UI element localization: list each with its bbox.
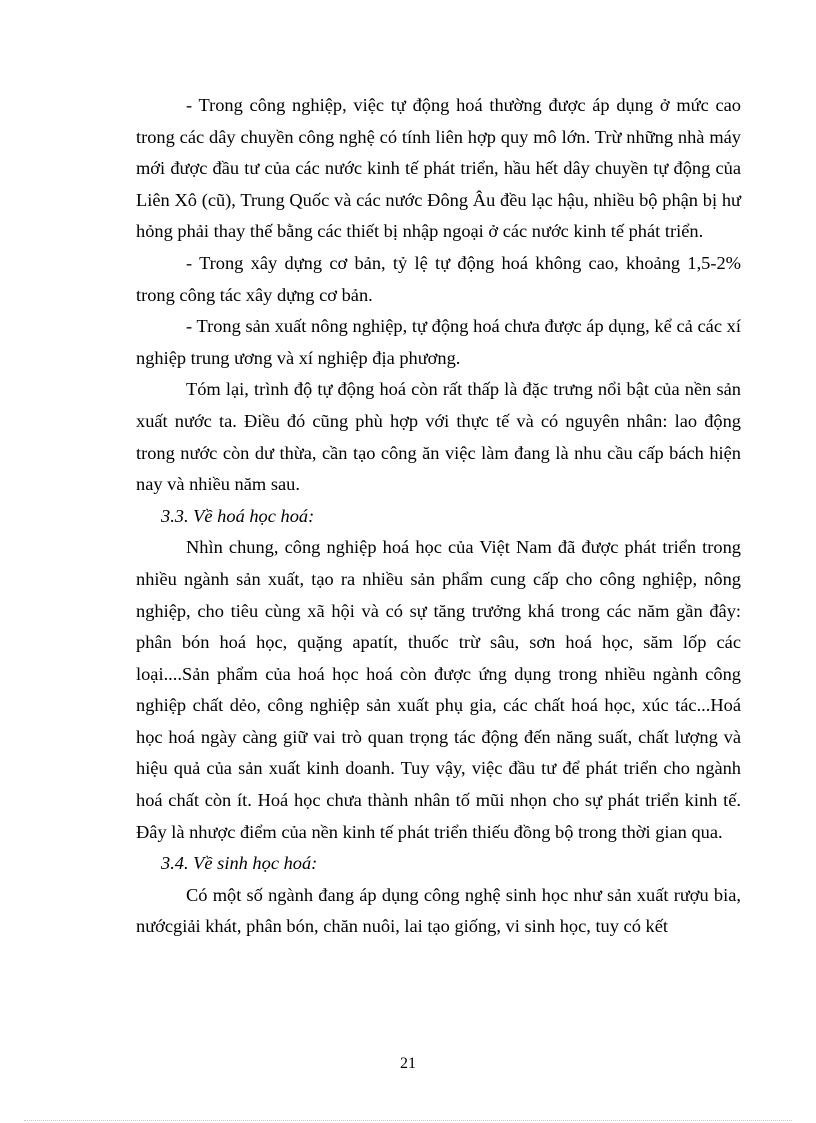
- paragraph-agriculture-automation: - Trong sản xuất nông nghiệp, tự động hoá chưa được áp dụng, kể cả các xí nghiệp trung ương và xí nghiệp địa phương.: [136, 316, 741, 368]
- document-body: [136, 90, 741, 943]
- paragraph-construction-automation: - Trong xây dựng cơ bản, tỷ lệ tự động hoá không cao, khoảng 1,5-2% trong công tác xây dựng cơ bản.: [136, 252, 741, 305]
- paragraph-biologicalization: Có một số ngành đang áp dụng công nghệ sinh học như sản xuất rượu bia, nướcgiải khát, phân bón, chăn nuôi, lai tạo giống, vi sinh học, tuy có kết: [136, 884, 741, 937]
- section-heading-chemicalization: 3.3. Về hoá học hoá:: [161, 505, 315, 526]
- page-bottom-divider: [24, 1120, 792, 1121]
- paragraph-automation-summary: Tóm lại, trình độ tự động hoá còn rất thấp là đặc trưng nổi bật của nền sản xuất nước ta. Điều đó cũng phù hợp với thực tế và có nguyên nhân: lao động trong nước còn dư thừa, cần tạo công ăn việc làm đang là nhu cầu cấp bách hiện nay và nhiều năm sau.: [136, 379, 741, 495]
- paragraph-industry-automation: - Trong công nghiệp, việc tự động hoá thường được áp dụng ở mức cao trong các dây chuyền công nghệ có tính liên hợp quy mô lớn. Trừ những nhà máy mới được đầu tư của các nước kinh tế phát triển, hầu hết dây chuyền tự động của Liên Xô (cũ), Trung Quốc và các nước Đông Âu đều lạc hậu, nhiều bộ phận bị hư hỏng phải thay thế bằng các thiết bị nhập ngoại ở các nước kinh tế phát triển.: [136, 95, 741, 242]
- page-number: 21: [400, 1055, 416, 1072]
- paragraph-chemicalization: Nhìn chung, công nghiệp hoá học của Việt Nam đã được phát triển trong nhiều ngành sản xuất, tạo ra nhiều sản phẩm cung cấp cho công nghiệp, nông nghiệp, cho tiêu cùng xã hội và có sự tăng trưởng khá trong các năm gần đây: phân bón hoá học, quặng apatít, thuốc trừ sâu, sơn hoá học, săm lốp các loại....Sản phẩm của hoá học hoá còn được ứng dụng trong nhiều ngành công nghiệp chất dẻo, công nghiệp sản xuất phụ gia, các chất hoá học, xúc tác...Hoá học hoá ngày càng giữ vai trò quan trọng tác động đến năng suất, chất lượng và hiệu quả của sản xuất kinh doanh. Tuy vậy, việc đầu tư để phát triển cho ngành hoá chất còn ít. Hoá học chưa thành nhân tố mũi nhọn cho sự phát triển kinh tế. Đây là nhược điểm của nền kinh tế phát triển thiếu đồng bộ trong thời gian qua.: [136, 537, 741, 842]
- section-heading-biologicalization: 3.4. Về sinh học hoá:: [161, 853, 318, 874]
